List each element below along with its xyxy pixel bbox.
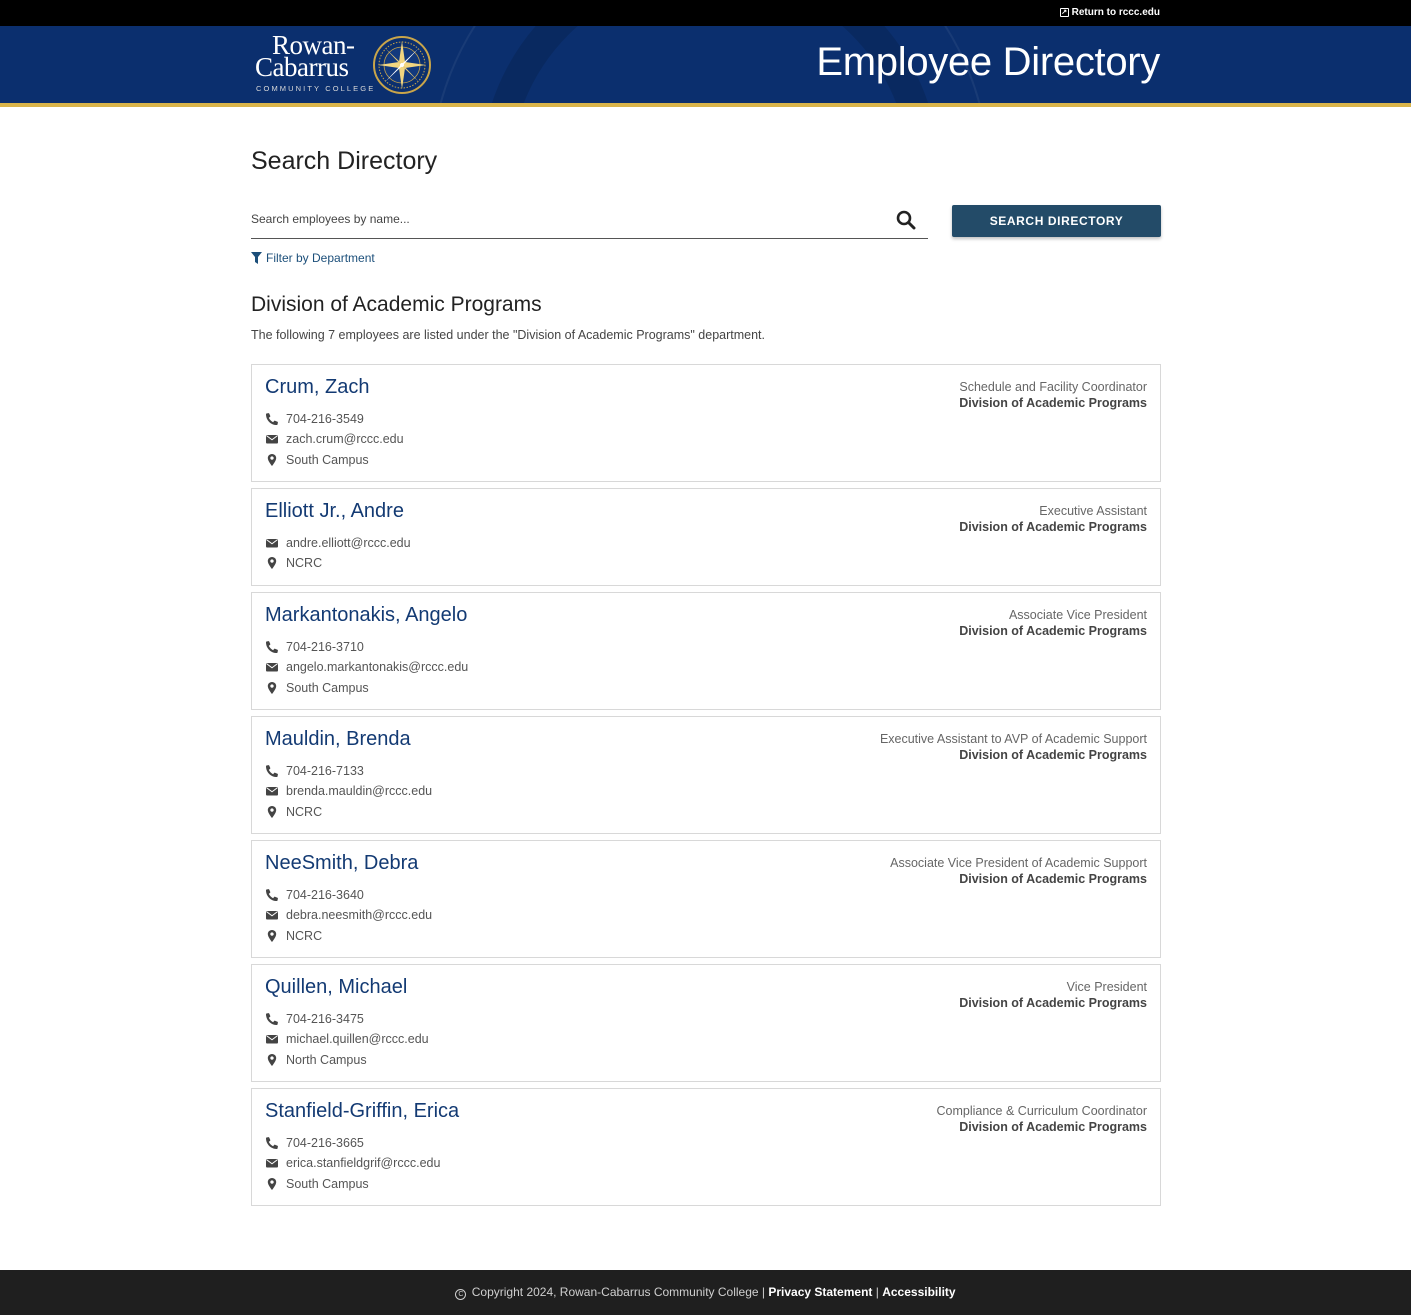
page-title: Employee Directory (816, 40, 1160, 84)
filter-by-department-link[interactable] (251, 251, 375, 265)
external-link-icon: ↗ (1061, 9, 1068, 16)
employee-email[interactable] (266, 1153, 440, 1173)
map-marker-icon (266, 1054, 278, 1066)
phone-icon (266, 1137, 278, 1149)
map-marker-icon (266, 557, 278, 569)
employee-email[interactable] (266, 905, 432, 925)
employee-phone[interactable] (266, 761, 432, 781)
employee-card (251, 1088, 1161, 1206)
footer-text (0, 1285, 1411, 1300)
location-text: NCRC (286, 804, 323, 819)
employee-location (266, 802, 432, 822)
email-text: michael.quillen@rccc.edu (286, 1032, 429, 1047)
employee-name[interactable]: Quillen, Michael (265, 976, 408, 998)
employee-location (266, 1174, 440, 1194)
phone-text: 704-216-3665 (286, 1136, 364, 1151)
college-logo[interactable] (255, 30, 435, 96)
logo-subtitle: COMMUNITY COLLEGE (256, 84, 376, 93)
employee-email[interactable] (266, 1029, 429, 1049)
employee-title: Vice President (1066, 980, 1147, 994)
envelope-icon (266, 909, 278, 921)
location-text: North Campus (286, 1052, 367, 1067)
phone-icon (266, 413, 278, 425)
employee-phone[interactable] (266, 637, 468, 657)
employee-location (266, 678, 468, 698)
map-marker-icon (266, 1178, 278, 1190)
phone-text: 704-216-3640 (286, 888, 364, 903)
phone-icon (266, 889, 278, 901)
employee-name[interactable]: Markantonakis, Angelo (265, 604, 468, 626)
employee-title: Executive Assistant (1039, 504, 1147, 518)
employee-name[interactable]: NeeSmith, Debra (265, 852, 419, 874)
location-text: South Campus (286, 680, 369, 695)
logo-wordmark (255, 30, 355, 82)
accessibility-link[interactable]: Accessibility (882, 1285, 956, 1299)
employee-location (266, 1050, 429, 1070)
employee-department: Division of Academic Programs (959, 624, 1147, 638)
employee-name[interactable]: Mauldin, Brenda (265, 728, 411, 750)
map-marker-icon (266, 454, 278, 466)
phone-text: 704-216-7133 (286, 764, 364, 779)
employee-card (251, 364, 1161, 482)
employee-email[interactable] (266, 533, 411, 553)
logo-line-1: Rowan- (272, 30, 355, 60)
envelope-icon (266, 785, 278, 797)
email-text: debra.neesmith@rccc.edu (286, 908, 433, 923)
email-text: erica.stanfieldgrif@rccc.edu (286, 1156, 441, 1171)
email-text: andre.elliott@rccc.edu (286, 536, 411, 551)
envelope-icon (266, 537, 278, 549)
copyright-text: Copyright 2024, Rowan-Cabarrus Community College | (471, 1285, 765, 1299)
email-text: zach.crum@rccc.edu (286, 432, 404, 447)
employee-location (266, 553, 411, 573)
employee-department: Division of Academic Programs (959, 748, 1147, 762)
department-description: The following 7 employees are listed under the "Division of Academic Programs" department. (251, 328, 765, 342)
employee-card (251, 716, 1161, 834)
phone-icon (266, 641, 278, 653)
employee-phone[interactable] (266, 1133, 440, 1153)
filter-icon (251, 252, 262, 264)
site-footer (0, 1270, 1411, 1315)
employee-department: Division of Academic Programs (959, 1120, 1147, 1134)
employee-department: Division of Academic Programs (959, 396, 1147, 410)
phone-text: 704-216-3475 (286, 1012, 364, 1027)
employee-title: Associate Vice President of Academic Support (890, 856, 1147, 870)
header-gold-stripe (0, 103, 1411, 107)
employee-name[interactable]: Crum, Zach (265, 376, 370, 398)
employee-department: Division of Academic Programs (959, 520, 1147, 534)
compass-logo-icon (372, 35, 432, 95)
logo-line-2: Cabarrus (255, 52, 349, 82)
top-bar (0, 0, 1411, 26)
location-text: South Campus (286, 452, 369, 467)
employee-title: Schedule and Facility Coordinator (959, 380, 1147, 394)
search-input[interactable] (251, 207, 871, 231)
employee-card (251, 488, 1161, 586)
employee-card (251, 592, 1161, 710)
location-text: NCRC (286, 556, 323, 571)
phone-icon (266, 765, 278, 777)
employee-phone[interactable] (266, 409, 404, 429)
envelope-icon (266, 661, 278, 673)
employee-department: Division of Academic Programs (959, 872, 1147, 886)
employee-email[interactable] (266, 429, 404, 449)
employee-phone[interactable] (266, 885, 432, 905)
map-marker-icon (266, 682, 278, 694)
copyright-icon: C (455, 1289, 466, 1300)
site-header (0, 26, 1411, 103)
employee-phone[interactable] (266, 1009, 429, 1029)
privacy-statement-link[interactable]: Privacy Statement (768, 1285, 873, 1299)
envelope-icon (266, 433, 278, 445)
map-marker-icon (266, 806, 278, 818)
employee-department: Division of Academic Programs (959, 996, 1147, 1010)
search-heading: Search Directory (251, 147, 438, 175)
footer-separator: | (875, 1285, 879, 1299)
phone-icon (266, 1013, 278, 1025)
employee-email[interactable] (266, 657, 468, 677)
search-icon[interactable] (896, 210, 916, 230)
email-text: brenda.mauldin@rccc.edu (286, 784, 433, 799)
employee-title: Associate Vice President (1008, 608, 1147, 622)
employee-card (251, 964, 1161, 1082)
search-directory-button[interactable]: SEARCH DIRECTORY (952, 205, 1161, 237)
employee-email[interactable] (266, 781, 432, 801)
envelope-icon (266, 1033, 278, 1045)
employee-name[interactable]: Elliott Jr., Andre (265, 500, 404, 522)
employee-title: Compliance & Curriculum Coordinator (936, 1104, 1147, 1118)
search-field (251, 205, 928, 239)
map-marker-icon (266, 930, 278, 942)
envelope-icon (266, 1157, 278, 1169)
location-text: South Campus (286, 1176, 369, 1191)
department-title: Division of Academic Programs (251, 293, 542, 316)
employee-title: Executive Assistant to AVP of Academic Support (879, 732, 1147, 746)
return-link[interactable] (1060, 7, 1160, 18)
email-text: angelo.markantonakis@rccc.edu (286, 660, 469, 675)
employee-card (251, 840, 1161, 958)
location-text: NCRC (286, 928, 323, 943)
phone-text: 704-216-3710 (286, 640, 364, 655)
employee-location (266, 450, 404, 470)
phone-text: 704-216-3549 (286, 412, 364, 427)
filter-label: Filter by Department (266, 251, 375, 265)
return-link-label: Return to rccc.edu (1071, 7, 1160, 18)
employee-name[interactable]: Stanfield-Griffin, Erica (265, 1100, 460, 1122)
employee-location (266, 926, 432, 946)
